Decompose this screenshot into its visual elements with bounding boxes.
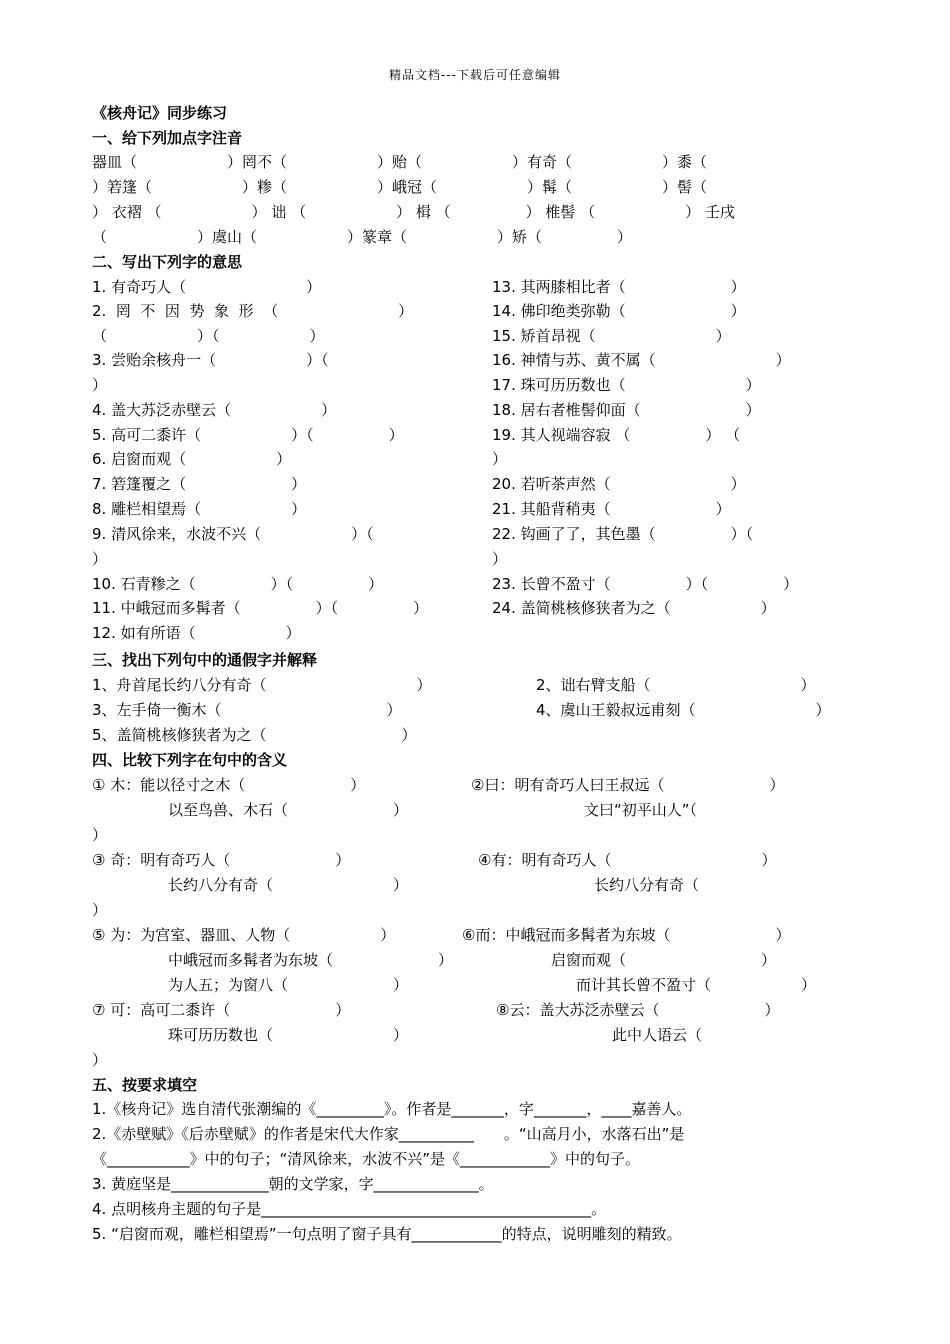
s3-item: 1、舟首尾长约八分有奇（ ） <box>92 676 432 694</box>
s3-item: 3、左手倚一衡木（ ） <box>92 701 402 719</box>
s2-left-item: 4. 盖大苏泛赤壁云（ ） <box>92 401 337 419</box>
s3-item: 5、盖简桃核修狭者为之（ ） <box>92 726 417 744</box>
s4-item: 中峨冠而多髯者为东坡（ ） <box>168 951 454 969</box>
s2-right-item: ） <box>492 450 508 468</box>
section-4-heading: 四、比较下列字在句中的含义 <box>92 751 288 769</box>
s4-item: ） <box>92 1051 108 1069</box>
s3-item: 4、虞山王毅叔远甫刻（ ） <box>536 701 831 719</box>
s5-item: 1.《核舟记》选自清代张潮编的《_________》。作者是_______，字_______，____嘉善人。 <box>92 1100 692 1118</box>
s2-left-item: 10. 石青糁之（ ）（ ） <box>92 575 384 593</box>
s2-left-item: 6. 启窗而观（ ） <box>92 450 292 468</box>
s2-left-item: 3. 尝贻余核舟一（ ）（ <box>92 351 329 369</box>
s4-item: ②曰：明有奇巧人曰王叔远（ ） <box>471 776 785 794</box>
s2-left-item: （ ）（ ） <box>92 327 325 345</box>
s4-item: 文曰“初平山人”（ <box>584 801 698 819</box>
s2-right-item: 13. 其两膝相比者（ ） <box>492 278 746 296</box>
s2-left-item: ） <box>92 376 108 394</box>
section-2-heading: 二、写出下列字的意思 <box>92 253 243 271</box>
s3-item: 2、诎右臂支船（ ） <box>536 676 816 694</box>
s1-line: ）箬篷（ ）糁（ ）峨冠（ ）髯（ ）髻（ <box>92 178 708 196</box>
s2-right-item: 21. 其船背稍夷（ ） <box>492 500 731 518</box>
s5-item: 《___________》中的句子；“清风徐来，水波不兴”是《____________》中的句子。 <box>92 1150 641 1168</box>
s2-right-item: 17. 珠可历历数也（ ） <box>492 376 761 394</box>
s2-right-item: 20. 若听茶声然（ ） <box>492 475 746 493</box>
s2-left-item: 1. 有奇巧人（ ） <box>92 278 322 296</box>
s2-right-item: 19. 其人视端容寂 （ ） （ <box>492 426 741 444</box>
s4-item: 长约八分有奇（ <box>594 876 700 894</box>
page-header: 精品文档---下载后可任意编辑 <box>389 68 561 82</box>
s5-item: 5. “启窗而观，雕栏相望焉”一句点明了窗子具有____________的特点，说明雕刻的精致。 <box>92 1225 682 1243</box>
s4-item: 启窗而观（ ） <box>551 951 777 969</box>
s2-left-item: 12. 如有所语（ ） <box>92 624 301 642</box>
s2-right-item: 18. 居右者椎髻仰面（ ） <box>492 401 761 419</box>
s1-line: 器皿（ ）罔不（ ）贻（ ）有奇（ ）黍（ <box>92 153 708 171</box>
s4-item: ④有：明有奇巧人（ ） <box>478 851 777 869</box>
s2-left-item: 9. 清风徐来，水波不兴（ ）（ <box>92 525 374 543</box>
s4-item: 长约八分有奇（ ） <box>168 876 409 894</box>
s2-left-item: 7. 箬篷覆之（ ） <box>92 475 307 493</box>
s4-item: ① 木：能以径寸之木（ ） <box>92 776 366 794</box>
s2-left-item: ） <box>92 550 108 568</box>
s4-item: 而计其长曾不盈寸（ ） <box>576 976 817 994</box>
s4-item: ） <box>92 901 108 919</box>
s2-left-item: 2. 罔 不 因 势 象 形 （ ） <box>92 302 414 320</box>
s5-item: 3. 黄庭坚是_____________朝的文学家，字______________。 <box>92 1175 494 1193</box>
s4-item: 珠可历历数也（ ） <box>168 1026 409 1044</box>
doc-title: 《核舟记》同步练习 <box>92 104 228 122</box>
s2-left-item: 11. 中峨冠而多髯者（ ）（ ） <box>92 599 429 617</box>
s1-line: （ ）虞山（ ）篆章（ ）矫（ ） <box>92 228 633 246</box>
s4-item: 以至鸟兽、木石（ ） <box>168 801 409 819</box>
s2-right-item: 22. 钩画了了，其色墨（ ）（ <box>492 525 754 543</box>
s4-item: 为人五；为窗八（ ） <box>168 976 409 994</box>
s1-line: ） 衣褶 （ ） 诎 （ ） 楫 （ ） 椎髻 （ ） 壬戌 <box>92 203 735 221</box>
s2-left-item: 8. 雕栏相望焉（ ） <box>92 500 307 518</box>
s4-item: ） <box>92 826 108 844</box>
s4-item: 此中人语云（ <box>612 1026 703 1044</box>
s4-item: ⑦ 可：高可二黍许（ ） <box>92 1001 351 1019</box>
s2-right-item: 15. 矫首昂视（ ） <box>492 327 731 345</box>
s5-item: 4. 点明核舟主题的句子是____________________________________________。 <box>92 1200 607 1218</box>
s2-left-item: 5. 高可二黍许（ ）（ ） <box>92 426 404 444</box>
section-1-heading: 一、给下列加点字注音 <box>92 129 243 147</box>
s4-item: ③ 奇：明有奇巧人（ ） <box>92 851 351 869</box>
s2-right-item: 16. 神情与苏、黄不属（ ） <box>492 351 791 369</box>
s2-right-item: 23. 长曾不盈寸（ ）（ ） <box>492 575 799 593</box>
s5-item: 2.《赤壁赋》《后赤壁赋》的作者是宋代大作家__________ 。“山高月小，水落石出”是 <box>92 1125 685 1143</box>
s4-item: ⑧云：盖大苏泛赤壁云（ ） <box>496 1001 780 1019</box>
s4-item: ⑥而：中峨冠而多髯者为东坡（ ） <box>462 926 791 944</box>
s2-right-item: 14. 佛印绝类弥勒（ ） <box>492 302 746 320</box>
section-3-heading: 三、找出下列句中的通假字并解释 <box>92 651 318 669</box>
s4-item: ⑤ 为：为宫室、器皿、人物（ ） <box>92 926 396 944</box>
s2-right-item: ） <box>492 550 508 568</box>
section-5-heading: 五、按要求填空 <box>92 1076 198 1094</box>
s2-right-item: 24. 盖简桃核修狭者为之（ ） <box>492 599 776 617</box>
